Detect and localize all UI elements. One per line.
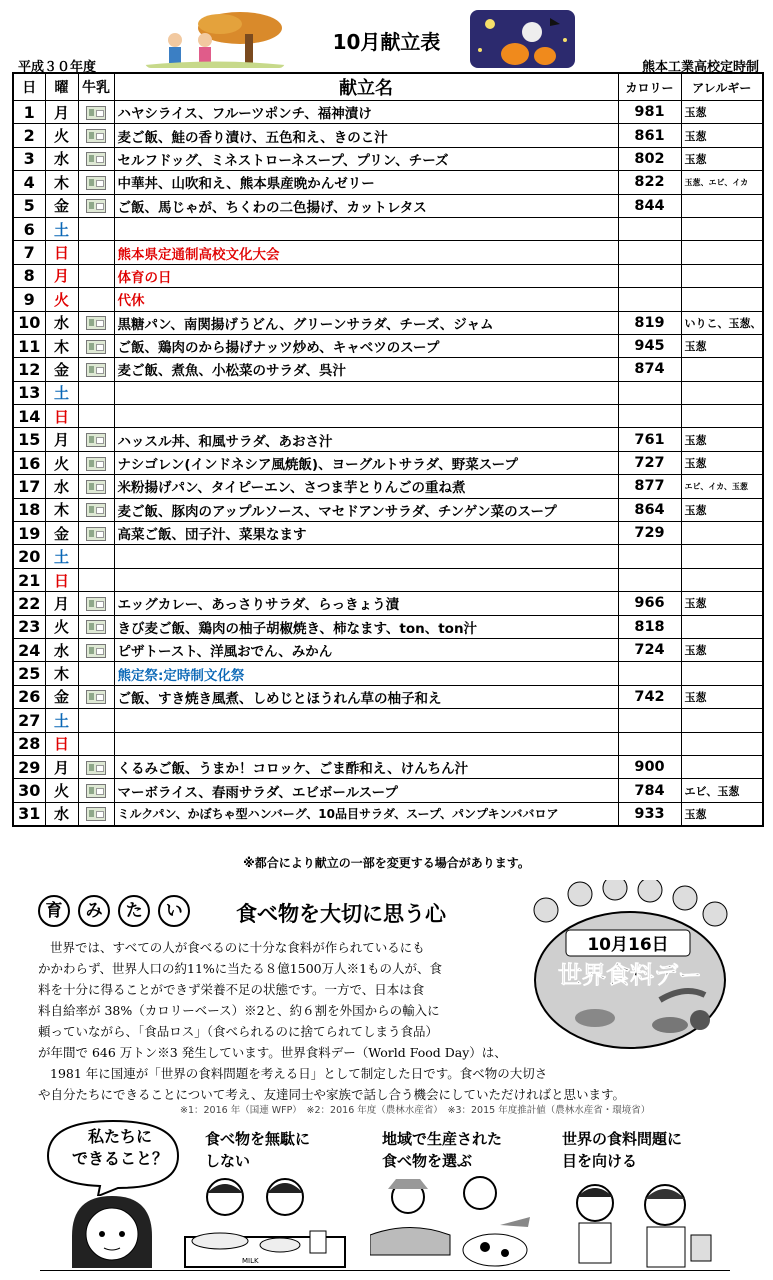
milk-carton-icon — [86, 152, 106, 166]
day-cell: 9 — [13, 288, 45, 311]
heading-char: い — [158, 895, 190, 927]
allergy-cell — [681, 264, 763, 287]
milk-cell — [78, 194, 114, 217]
weekday-cell: 月 — [45, 264, 78, 287]
header-dow: 曜 — [45, 73, 78, 101]
milk-cell — [78, 334, 114, 357]
menu-cell: ご飯、馬じゃが、ちくわの二色揚げ、カットレタス — [114, 194, 618, 217]
milk-carton-icon — [86, 106, 106, 120]
weekday-cell: 月 — [45, 592, 78, 615]
allergy-cell: 玉葱 — [681, 451, 763, 474]
weekday-cell: 木 — [45, 334, 78, 357]
school-name: 熊本工業高校定時制 — [641, 60, 759, 75]
article-line: や自分たちにできることについて考え、友達同士や家族で話し合う機会にしていただければと思います。 — [38, 1087, 626, 1102]
menu-row — [13, 428, 763, 451]
menu-row — [13, 264, 763, 287]
tip-line: 地域で生産された — [382, 1130, 503, 1148]
menu-row — [13, 217, 763, 240]
calorie-cell: 966 — [618, 592, 681, 615]
allergy-cell — [681, 545, 763, 568]
day-cell: 23 — [13, 615, 45, 638]
milk-carton-icon — [86, 129, 106, 143]
calorie-cell — [618, 241, 681, 264]
header-day: 日 — [13, 73, 45, 101]
calorie-cell — [618, 732, 681, 755]
day-cell: 15 — [13, 428, 45, 451]
menu-row — [13, 545, 763, 568]
calorie-cell: 729 — [618, 522, 681, 545]
calorie-cell: 742 — [618, 685, 681, 708]
milk-cell — [78, 311, 114, 334]
calorie-cell: 818 — [618, 615, 681, 638]
menu-cell: ご飯、すき焼き風煮、しめじとほうれん草の柚子和え — [114, 685, 618, 708]
day-cell: 10 — [13, 311, 45, 334]
day-cell: 28 — [13, 732, 45, 755]
weekday-cell: 月 — [45, 428, 78, 451]
allergy-cell: エビ、イカ、玉葱 — [681, 475, 763, 498]
calorie-cell: 945 — [618, 334, 681, 357]
calorie-cell — [618, 288, 681, 311]
tip-line: 目を向ける — [562, 1152, 638, 1170]
weekday-cell: 日 — [45, 568, 78, 591]
badge-title: 世界食料デー — [558, 961, 702, 989]
menu-row — [13, 475, 763, 498]
weekday-cell: 水 — [45, 802, 78, 826]
milk-cell — [78, 568, 114, 591]
menu-cell: 代休 — [114, 288, 618, 311]
article-heading-badges — [38, 895, 193, 927]
menu-row — [13, 732, 763, 755]
milk-cell — [78, 662, 114, 685]
menu-row — [13, 568, 763, 591]
heading-char: た — [118, 895, 150, 927]
milk-cell — [78, 405, 114, 428]
menu-cell: 熊定祭:定時制文化祭 — [114, 662, 618, 685]
menu-row — [13, 171, 763, 194]
menu-cell — [114, 405, 618, 428]
menu-row — [13, 124, 763, 147]
day-cell: 31 — [13, 802, 45, 826]
menu-cell: ハヤシライス、フルーツポンチ、福神漬け — [114, 101, 618, 124]
menu-row — [13, 147, 763, 170]
day-cell: 26 — [13, 685, 45, 708]
allergy-cell — [681, 709, 763, 732]
day-cell: 19 — [13, 522, 45, 545]
milk-cell — [78, 685, 114, 708]
calorie-cell — [618, 662, 681, 685]
heading-char: み — [78, 895, 110, 927]
article-line: かかわらず、世界人口の約11%に当たる８億1500万人※1もの人が、食 — [38, 961, 443, 976]
calorie-cell — [618, 568, 681, 591]
calorie-cell — [618, 545, 681, 568]
menu-cell: 体育の日 — [114, 264, 618, 287]
day-cell: 2 — [13, 124, 45, 147]
milk-label: MILK — [242, 1257, 259, 1265]
tip-line: 食べ物を無駄に — [205, 1130, 311, 1148]
calorie-cell: 861 — [618, 124, 681, 147]
weekday-cell: 火 — [45, 124, 78, 147]
weekday-cell: 金 — [45, 685, 78, 708]
header-calorie: カロリー — [618, 73, 681, 101]
milk-carton-icon — [86, 316, 106, 330]
menu-cell: 高菜ご飯、団子汁、菜果なます — [114, 522, 618, 545]
milk-cell — [78, 428, 114, 451]
day-cell: 30 — [13, 779, 45, 802]
allergy-cell — [681, 662, 763, 685]
local-farm-illustration — [370, 1175, 540, 1270]
article-line: 頼っていながら、「食品ロス」（食べられるのに捨てられてしまう食品） — [38, 1024, 439, 1039]
weekday-cell: 木 — [45, 498, 78, 521]
milk-cell — [78, 217, 114, 240]
milk-carton-icon — [86, 644, 106, 658]
allergy-cell: 玉葱 — [681, 592, 763, 615]
day-cell: 3 — [13, 147, 45, 170]
children-eating-illustration — [180, 1175, 350, 1270]
tip-line: 世界の食料問題に — [562, 1130, 683, 1148]
menu-row — [13, 498, 763, 521]
tip-line: 食べ物を選ぶ — [382, 1152, 473, 1170]
milk-carton-icon — [86, 433, 106, 447]
milk-cell — [78, 171, 114, 194]
milk-cell — [78, 381, 114, 404]
milk-cell — [78, 288, 114, 311]
tip-no-waste — [205, 1128, 310, 1172]
day-cell: 22 — [13, 592, 45, 615]
allergy-cell — [681, 358, 763, 381]
allergy-cell: 玉葱 — [681, 498, 763, 521]
menu-row — [13, 755, 763, 778]
weekday-cell: 月 — [45, 101, 78, 124]
allergy-cell: 玉葱 — [681, 147, 763, 170]
allergy-cell — [681, 381, 763, 404]
menu-cell: 麦ご飯、鮭の香り漬け、五色和え、きのこ汁 — [114, 124, 618, 147]
day-cell: 1 — [13, 101, 45, 124]
milk-cell — [78, 358, 114, 381]
calorie-cell — [618, 264, 681, 287]
menu-row — [13, 334, 763, 357]
menu-cell: セルフドッグ、ミネストローネスープ、プリン、チーズ — [114, 147, 618, 170]
menu-row — [13, 615, 763, 638]
milk-cell — [78, 615, 114, 638]
menu-cell: ナシゴレン(インドネシア風焼飯)、ヨーグルトサラダ、野菜スープ — [114, 451, 618, 474]
menu-cell — [114, 709, 618, 732]
table-header-row — [13, 73, 763, 101]
tip-global-issue — [562, 1128, 682, 1172]
allergy-cell — [681, 194, 763, 217]
weekday-cell: 火 — [45, 288, 78, 311]
calorie-cell: 874 — [618, 358, 681, 381]
allergy-cell — [681, 615, 763, 638]
allergy-cell — [681, 217, 763, 240]
allergy-cell: いりこ、玉葱、 — [681, 311, 763, 334]
milk-cell — [78, 638, 114, 661]
allergy-cell — [681, 288, 763, 311]
day-cell: 25 — [13, 662, 45, 685]
milk-carton-icon — [86, 503, 106, 517]
menu-cell: 米粉揚げパン、タイピーエン、さつま芋とりんごの重ね煮 — [114, 475, 618, 498]
calorie-cell: 724 — [618, 638, 681, 661]
header-milk: 牛乳 — [78, 73, 114, 101]
weekday-cell: 土 — [45, 545, 78, 568]
page-title: 10月献立表 — [332, 30, 441, 54]
milk-carton-icon — [86, 597, 106, 611]
day-cell: 12 — [13, 358, 45, 381]
article-line: 料自給率が 38%（カロリーベース）※2と、約６割を外国からの輸入に — [38, 1003, 440, 1018]
milk-carton-icon — [86, 620, 106, 634]
milk-cell — [78, 592, 114, 615]
menu-row — [13, 779, 763, 802]
change-notice: ※都合により献立の一部を変更する場合があります。 — [243, 856, 530, 870]
milk-carton-icon — [86, 363, 106, 377]
weekday-cell: 水 — [45, 475, 78, 498]
allergy-cell: 玉葱 — [681, 101, 763, 124]
menu-cell: 麦ご飯、煮魚、小松菜のサラダ、呉汁 — [114, 358, 618, 381]
weekday-cell: 火 — [45, 615, 78, 638]
milk-carton-icon — [86, 199, 106, 213]
menu-cell: 中華丼、山吹和え、熊本県産晩かんゼリー — [114, 171, 618, 194]
milk-cell — [78, 498, 114, 521]
weekday-cell: 木 — [45, 171, 78, 194]
milk-cell — [78, 124, 114, 147]
milk-cell — [78, 264, 114, 287]
menu-row — [13, 241, 763, 264]
weekday-cell: 金 — [45, 194, 78, 217]
allergy-cell: 玉葱 — [681, 124, 763, 147]
weekday-cell: 金 — [45, 522, 78, 545]
allergy-cell — [681, 755, 763, 778]
calorie-cell: 822 — [618, 171, 681, 194]
milk-cell — [78, 522, 114, 545]
milk-cell — [78, 241, 114, 264]
menu-cell — [114, 381, 618, 404]
milk-carton-icon — [86, 527, 106, 541]
menu-cell: ご飯、鶏肉のから揚げナッツ炒め、キャベツのスープ — [114, 334, 618, 357]
menu-row — [13, 405, 763, 428]
milk-cell — [78, 779, 114, 802]
milk-carton-icon — [86, 340, 106, 354]
calorie-cell: 877 — [618, 475, 681, 498]
menu-row — [13, 802, 763, 826]
weekday-cell: 金 — [45, 358, 78, 381]
article-footnotes: ※1：2016 年（国連 WFP） ※2：2016 年度（農林水産省） ※3：2015 年度推計値（農林水産省・環境省） — [180, 1105, 651, 1116]
weekday-cell: 日 — [45, 732, 78, 755]
world-children-illustration — [565, 1175, 725, 1270]
allergy-cell: 玉葱 — [681, 685, 763, 708]
calorie-cell — [618, 405, 681, 428]
menu-cell — [114, 732, 618, 755]
milk-carton-icon — [86, 761, 106, 775]
weekday-cell: 土 — [45, 217, 78, 240]
allergy-cell — [681, 522, 763, 545]
question-text — [70, 1126, 170, 1170]
article-line: 料を十分に得ることができず栄養不足の状態です。一方で、日本は食 — [38, 982, 425, 997]
day-cell: 17 — [13, 475, 45, 498]
menu-row — [13, 311, 763, 334]
day-cell: 5 — [13, 194, 45, 217]
header-menu-name: 献立名 — [114, 73, 618, 101]
menu-cell — [114, 545, 618, 568]
menu-cell: ハッスル丼、和風サラダ、あおさ汁 — [114, 428, 618, 451]
milk-cell — [78, 101, 114, 124]
menu-cell — [114, 568, 618, 591]
menu-cell: ミルクパン、かぼちゃ型ハンバーグ、10品目サラダ、スープ、パンプキンババロア — [114, 802, 618, 826]
menu-table-body — [13, 101, 763, 827]
weekday-cell: 土 — [45, 709, 78, 732]
allergy-cell: 玉葱 — [681, 802, 763, 826]
menu-row — [13, 358, 763, 381]
milk-cell — [78, 802, 114, 826]
day-cell: 13 — [13, 381, 45, 404]
menu-row — [13, 638, 763, 661]
menu-row — [13, 592, 763, 615]
badge-date: 10月16日 — [587, 935, 669, 955]
bottom-rule — [40, 1270, 730, 1271]
article-line: 1981 年に国連が「世界の食料問題を考える日」として制定した日です。食べ物の大切さ — [50, 1066, 548, 1081]
calorie-cell — [618, 709, 681, 732]
day-cell: 4 — [13, 171, 45, 194]
menu-cell: 麦ご飯、豚肉のアップルソース、マセドアンサラダ、チンゲン菜のスープ — [114, 498, 618, 521]
halloween-illustration — [470, 10, 575, 68]
calorie-cell: 844 — [618, 194, 681, 217]
milk-cell — [78, 475, 114, 498]
menu-table — [12, 72, 764, 827]
article-line: が年間で 646 万トン※3 発生しています。世界食料デー（World Food Day）は、 — [38, 1045, 507, 1060]
milk-carton-icon — [86, 807, 106, 821]
heading-char: 育 — [38, 895, 70, 927]
allergy-cell: 玉葱 — [681, 334, 763, 357]
day-cell: 7 — [13, 241, 45, 264]
girl-thinking-illustration — [52, 1196, 172, 1268]
menu-cell: ピザトースト、洋風おでん、みかん — [114, 638, 618, 661]
milk-carton-icon — [86, 457, 106, 471]
school-year: 平成３０年度 — [18, 60, 97, 75]
allergy-cell: 玉葱 — [681, 638, 763, 661]
day-cell: 27 — [13, 709, 45, 732]
milk-carton-icon — [86, 480, 106, 494]
day-cell: 20 — [13, 545, 45, 568]
menu-row — [13, 662, 763, 685]
menu-cell: きび麦ご飯、鶏肉の柚子胡椒焼き、柿なます、ton、ton汁 — [114, 615, 618, 638]
menu-row — [13, 685, 763, 708]
tip-line: しない — [205, 1152, 251, 1170]
menu-cell: くるみご飯、うまか！コロッケ、ごま酢和え、けんちん汁 — [114, 755, 618, 778]
menu-row — [13, 101, 763, 124]
milk-cell — [78, 732, 114, 755]
calorie-cell: 864 — [618, 498, 681, 521]
weekday-cell: 水 — [45, 147, 78, 170]
menu-cell: 熊本県定通制高校文化大会 — [114, 241, 618, 264]
day-cell: 14 — [13, 405, 45, 428]
weekday-cell: 月 — [45, 755, 78, 778]
day-cell: 29 — [13, 755, 45, 778]
milk-cell — [78, 709, 114, 732]
article-line: 世界では、すべての人が食べるのに十分な食料が作られているにも — [50, 940, 425, 955]
allergy-cell: エビ、玉葱 — [681, 779, 763, 802]
menu-row — [13, 451, 763, 474]
menu-cell — [114, 217, 618, 240]
milk-cell — [78, 755, 114, 778]
weekday-cell: 土 — [45, 381, 78, 404]
tip-local-food — [382, 1128, 502, 1172]
allergy-cell: 玉葱 — [681, 428, 763, 451]
allergy-cell: 玉葱、エビ、イカ — [681, 171, 763, 194]
weekday-cell: 日 — [45, 241, 78, 264]
allergy-cell — [681, 568, 763, 591]
day-cell: 8 — [13, 264, 45, 287]
weekday-cell: 木 — [45, 662, 78, 685]
calorie-cell: 933 — [618, 802, 681, 826]
menu-row — [13, 381, 763, 404]
milk-carton-icon — [86, 784, 106, 798]
calorie-cell: 727 — [618, 451, 681, 474]
menu-row — [13, 288, 763, 311]
calorie-cell: 981 — [618, 101, 681, 124]
weekday-cell: 火 — [45, 451, 78, 474]
allergy-cell — [681, 732, 763, 755]
day-cell: 24 — [13, 638, 45, 661]
calorie-cell: 900 — [618, 755, 681, 778]
day-cell: 21 — [13, 568, 45, 591]
world-food-day-badge — [520, 880, 735, 1050]
weekday-cell: 日 — [45, 405, 78, 428]
weekday-cell: 火 — [45, 779, 78, 802]
allergy-cell — [681, 241, 763, 264]
article-heading: 食べ物を大切に思う心 — [236, 902, 446, 926]
milk-cell — [78, 451, 114, 474]
allergy-cell — [681, 405, 763, 428]
weekday-cell: 水 — [45, 638, 78, 661]
question-line: できること？ — [71, 1149, 168, 1168]
menu-row — [13, 194, 763, 217]
day-cell: 16 — [13, 451, 45, 474]
calorie-cell: 761 — [618, 428, 681, 451]
menu-cell: 黒糖パン、南関揚げうどん、グリーンサラダ、チーズ、ジャム — [114, 311, 618, 334]
day-cell: 6 — [13, 217, 45, 240]
day-cell: 11 — [13, 334, 45, 357]
milk-cell — [78, 147, 114, 170]
header-allergy: アレルギー — [681, 73, 763, 101]
menu-row — [13, 709, 763, 732]
calorie-cell: 802 — [618, 147, 681, 170]
menu-cell: エッグカレー、あっさりサラダ、らっきょう漬 — [114, 592, 618, 615]
menu-cell: マーボライス、春雨サラダ、エビボールスープ — [114, 779, 618, 802]
weekday-cell: 水 — [45, 311, 78, 334]
milk-carton-icon — [86, 176, 106, 190]
calorie-cell — [618, 217, 681, 240]
calorie-cell — [618, 381, 681, 404]
menu-row — [13, 522, 763, 545]
milk-cell — [78, 545, 114, 568]
question-line: 私たちに — [87, 1127, 152, 1146]
calorie-cell: 819 — [618, 311, 681, 334]
calorie-cell: 784 — [618, 779, 681, 802]
day-cell: 18 — [13, 498, 45, 521]
milk-carton-icon — [86, 690, 106, 704]
